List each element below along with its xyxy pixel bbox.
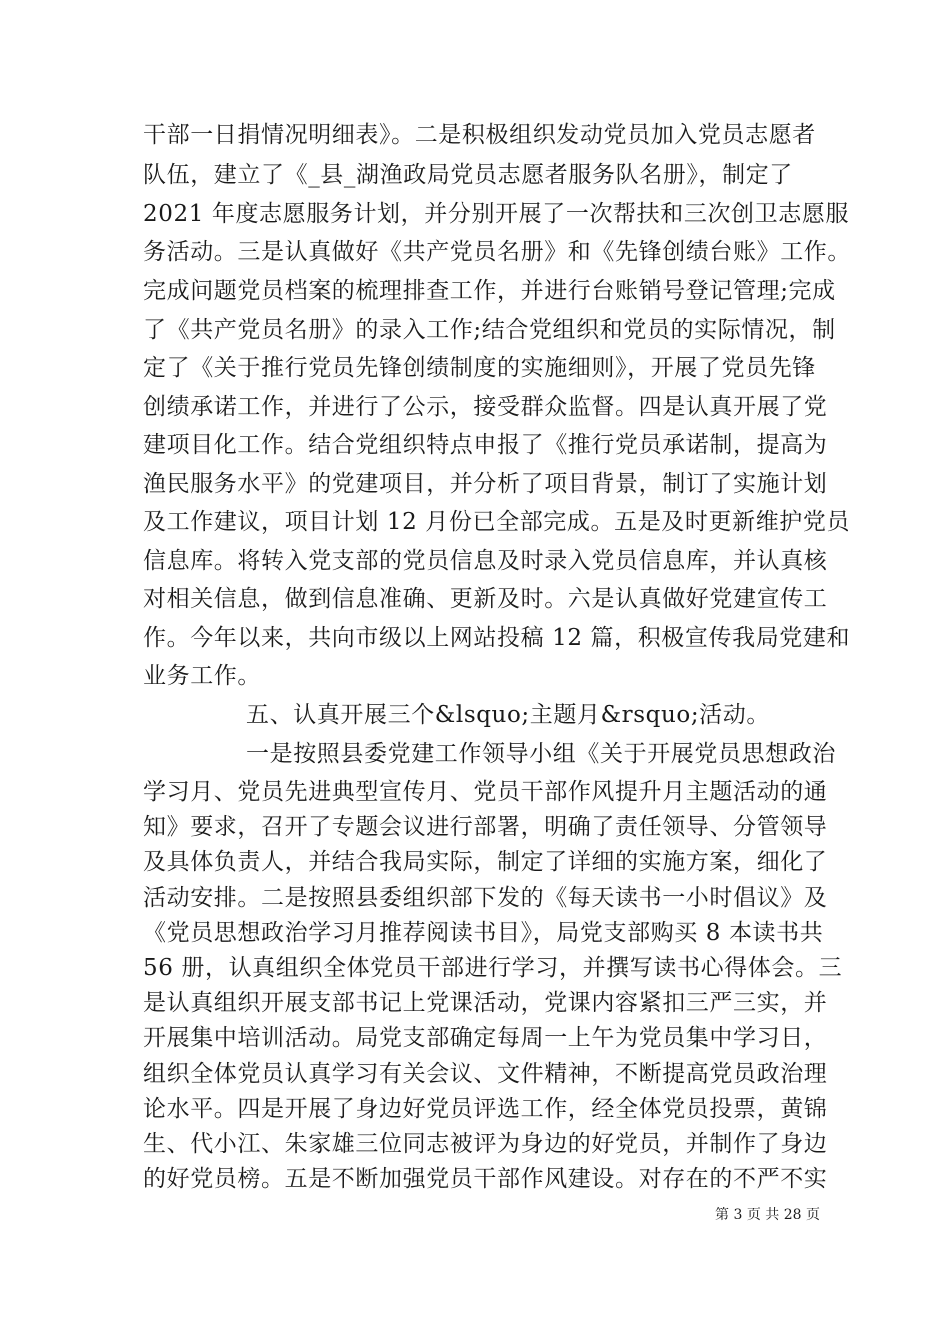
body-line: 及工作建议，项目计划 12 月份已全部完成。五是及时更新维护党员 <box>143 509 851 535</box>
body-line: 创绩承诺工作，并进行了公示，接受群众监督。四是认真开展了党 <box>143 394 828 420</box>
body-line: 活动安排。二是按照县委组织部下发的《每天读书一小时倡议》及 <box>143 884 828 911</box>
body-line: 对相关信息，做到信息准确、更新及时。六是认真做好党建宣传工 <box>143 586 828 612</box>
body-line: 生、代小江、朱家雄三位同志被评为身边的好党员，并制作了身边 <box>143 1131 828 1157</box>
body-line: 务活动。三是认真做好《共产党员名册》和《先锋创绩台账》工作。 <box>143 239 851 265</box>
body-line: 是认真组织开展支部书记上党课活动，党课内容紧扣三严三实，并 <box>143 990 828 1017</box>
body-line: 开展集中培训活动。局党支部确定每周一上午为党员集中学习日， <box>143 1025 828 1052</box>
body-line: 完成问题党员档案的梳理排查工作，并进行台账销号登记管理;完成 <box>143 278 836 304</box>
body-line: 定了《关于推行党员先锋创绩制度的实施细则》，开展了党员先锋 <box>143 355 816 381</box>
body-line: 队伍，建立了《_县_湖渔政局党员志愿者服务队名册》，制定了 <box>143 162 793 188</box>
body-line: 学习月、党员先进典型宣传月、党员干部作风提升月主题活动的通 <box>143 779 828 805</box>
body-line-indented: 一是按照县委党建工作领导小组《关于开展党员思想政治 <box>246 741 836 767</box>
body-line: 知》要求，召开了专题会议进行部署，明确了责任领导、分管领导 <box>143 814 828 841</box>
body-line: 的好党员榜。五是不断加强党员干部作风建设。对存在的不严不实 <box>143 1166 828 1193</box>
body-line: 组织全体党员认真学习有关会议、文件精神，不断提高党员政治理 <box>143 1060 828 1087</box>
body-line: 信息库。将转入党支部的党员信息及时录入党员信息库，并认真核 <box>143 548 828 574</box>
body-line: 作。今年以来，共向市级以上网站投稿 12 篇，积极宣传我局党建和 <box>143 625 851 651</box>
body-line: 干部一日捐情况明细表》。二是积极组织发动党员加入党员志愿者 <box>143 122 816 148</box>
body-line: 渔民服务水平》的党建项目，并分析了项目背景，制订了实施计划 <box>143 471 828 497</box>
section-heading: 五、认真开展三个&lsquo;主题月&rsquo;活动。 <box>246 702 770 728</box>
body-line: 《党员思想政治学习月推荐阅读书目》，局党支部购买 8 本读书共 <box>143 919 824 946</box>
body-line: 了《共产党员名册》的录入工作;结合党组织和党员的实际情况，制 <box>143 317 836 343</box>
body-line: 及具体负责人，并结合我局实际，制定了详细的实施方案，细化了 <box>143 849 828 876</box>
body-line: 业务工作。 <box>143 663 261 689</box>
page-number-footer: 第 3 页 共 28 页 <box>715 1207 820 1223</box>
body-line: 56 册，认真组织全体党员干部进行学习，并撰写读书心得体会。三 <box>143 955 843 981</box>
body-line: 2021 年度志愿服务计划，并分别开展了一次帮扶和三次创卫志愿服 <box>143 201 850 227</box>
body-line: 建项目化工作。结合党组织特点申报了《推行党员承诺制，提高为 <box>143 432 828 458</box>
body-line: 论水平。四是开展了身边好党员评选工作，经全体党员投票，黄锦 <box>143 1095 828 1122</box>
